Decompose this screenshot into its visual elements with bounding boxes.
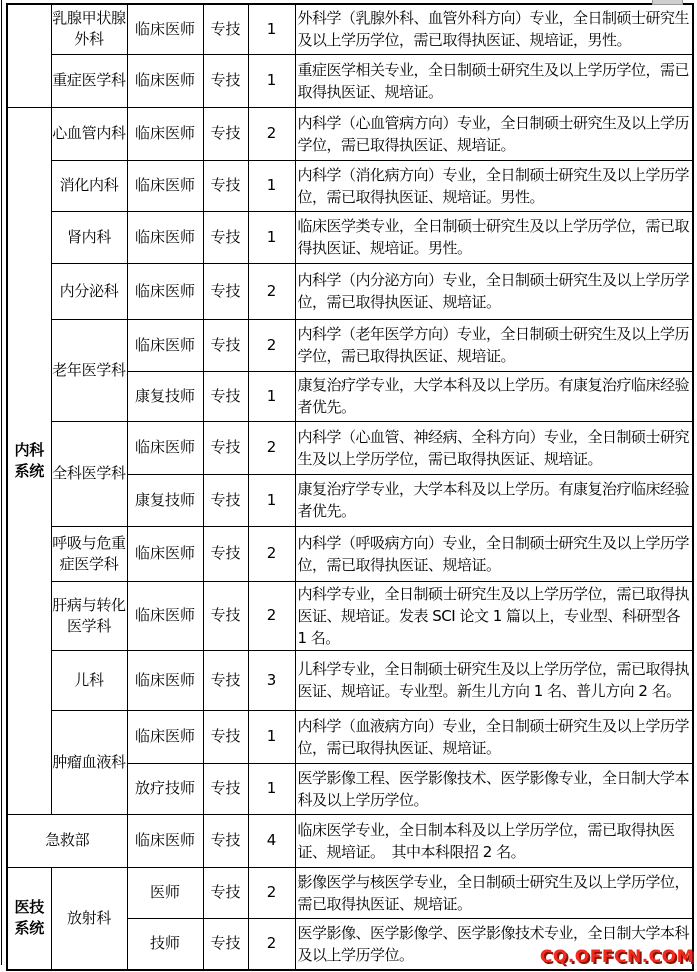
table-row [7, 54, 693, 107]
table-row [7, 107, 693, 160]
cell-department: 呼吸与危重症医学科 [51, 526, 127, 581]
recruitment-table [6, 3, 694, 971]
cell-category: 专技 [203, 160, 248, 211]
left-border-line [1, 0, 2, 965]
cell-position: 临床医师 [127, 4, 203, 54]
cell-requirements: 影像医学与核医学专业，全日制硕士研究生及以上学历学位，需已取得执医证、规培证。 [295, 867, 693, 918]
cell-category: 专技 [203, 371, 248, 421]
cell-position: 临床医师 [127, 526, 203, 581]
table-row [7, 581, 693, 650]
cell-department: 放射科 [51, 867, 127, 970]
cell-position: 临床医师 [127, 650, 203, 710]
cell-department: 老年医学科 [51, 319, 127, 421]
cell-position: 临床医师 [127, 160, 203, 211]
cell-position: 临床医师 [127, 211, 203, 263]
cell-requirements: 医学影像、医学影像学、医学影像技术专业，全日制大学本科及以上学历学位。 [295, 918, 693, 970]
cell-position: 康复技师 [127, 474, 203, 526]
cell-position: 医师 [127, 867, 203, 918]
cell-system: 医技系统 [7, 867, 51, 970]
cell-requirements: 外科学（乳腺外科、血管外科方向）专业，全日制硕士研究生及以上学历学位，需已取得执医证、规培证，男性。 [295, 4, 693, 54]
table-row [7, 421, 693, 474]
cell-count: 2 [248, 421, 295, 474]
table-row [7, 867, 693, 918]
cell-category: 专技 [203, 867, 248, 918]
cell-category: 专技 [203, 4, 248, 54]
cell-count: 1 [248, 160, 295, 211]
cell-category: 专技 [203, 319, 248, 371]
cell-requirements: 内科学（心血管病方向）专业，全日制硕士研究生及以上学历学位，需已取得执医证、规培证。 [295, 107, 693, 160]
cell-position: 康复技师 [127, 371, 203, 421]
cell-count: 2 [248, 107, 295, 160]
cell-category: 专技 [203, 918, 248, 970]
cropped-cell-fragment [652, 0, 683, 5]
cell-position: 临床医师 [127, 107, 203, 160]
watermark: CQ.OFFCN.COM [539, 947, 694, 967]
cell-requirements: 内科学（血液病方向）专业，全日制硕士研究生及以上学历学位，需已取得执医证、规培证。 [295, 710, 693, 763]
cell-count: 1 [248, 4, 295, 54]
cell-position: 放疗技师 [127, 763, 203, 814]
cell-count: 2 [248, 319, 295, 371]
table-row [7, 710, 693, 763]
table-row [7, 319, 693, 371]
table-row [7, 211, 693, 263]
cell-category: 专技 [203, 763, 248, 814]
table-row [7, 263, 693, 319]
table-row [7, 814, 693, 867]
cell-category: 专技 [203, 474, 248, 526]
cell-count: 1 [248, 763, 295, 814]
cell-department: 肝病与转化医学科 [51, 581, 127, 650]
cell-requirements: 内科学专业，全日制硕士研究生及以上学历学位，需已取得执医证、规培证。发表 SCI 论文 1 篇以上，专业型、科研型各 1 名。 [295, 581, 693, 650]
cell-department: 儿科 [51, 650, 127, 710]
cell-requirements: 内科学（内分泌方向）专业，全日制硕士研究生及以上学历学位，需已取得执医证、规培证。 [295, 263, 693, 319]
cell-category: 专技 [203, 814, 248, 867]
cell-requirements: 内科学（心血管、神经病、全科方向）专业，全日制硕士研究生及以上学历学位，需已取得执医证、规培证。 [295, 421, 693, 474]
cell-requirements: 内科学（消化病方向）专业，全日制硕士研究生及以上学历学位，需已取得执医证、规培证。男性。 [295, 160, 693, 211]
cell-position: 临床医师 [127, 814, 203, 867]
cell-position: 临床医师 [127, 54, 203, 107]
cell-count: 1 [248, 54, 295, 107]
cell-requirements: 临床医学类专业，全日制硕士研究生及以上学历学位，需已取得执医证、规培证。男性。 [295, 211, 693, 263]
cell-requirements: 儿科学专业，全日制硕士研究生及以上学历学位，需已取得执医证、规培证。专业型。新生儿方向 1 名、普儿方向 2 名。 [295, 650, 693, 710]
cell-department: 肾内科 [51, 211, 127, 263]
cell-position: 临床医师 [127, 263, 203, 319]
cell-count: 2 [248, 526, 295, 581]
cell-count: 2 [248, 263, 295, 319]
cell-category: 专技 [203, 54, 248, 107]
cell-category: 专技 [203, 526, 248, 581]
cell-department: 重症医学科 [51, 54, 127, 107]
cell-position: 临床医师 [127, 581, 203, 650]
cell-category: 专技 [203, 211, 248, 263]
cell-category: 专技 [203, 421, 248, 474]
cell-requirements: 医学影像工程、医学影像技术、医学影像专业，全日制大学本科及以上学历学位。 [295, 763, 693, 814]
cell-position: 临床医师 [127, 710, 203, 763]
cell-count: 1 [248, 211, 295, 263]
cell-count: 4 [248, 814, 295, 867]
cell-category: 专技 [203, 650, 248, 710]
cell-position: 技师 [127, 918, 203, 970]
cell-requirements: 重症医学相关专业，全日制硕士研究生及以上学历学位，需已取得执医证、规培证。 [295, 54, 693, 107]
cell-category: 专技 [203, 263, 248, 319]
cell-count: 3 [248, 650, 295, 710]
cell-department: 急救部 [7, 814, 127, 867]
cell-requirements: 内科学（呼吸病方向）专业，全日制硕士研究生及以上学历学位，需已取得执医证、规培证。 [295, 526, 693, 581]
cell-department: 肿瘤血液科 [51, 710, 127, 814]
cell-count: 1 [248, 710, 295, 763]
cell-count: 2 [248, 581, 295, 650]
cell-count: 2 [248, 918, 295, 970]
cell-category: 专技 [203, 581, 248, 650]
cell-count: 2 [248, 867, 295, 918]
cell-department: 内分泌科 [51, 263, 127, 319]
table-row [7, 526, 693, 581]
table-row [7, 160, 693, 211]
cell-category: 专技 [203, 710, 248, 763]
cell-position: 临床医师 [127, 421, 203, 474]
cell-department: 消化内科 [51, 160, 127, 211]
table-row [7, 4, 693, 54]
cell-requirements: 内科学（老年医学方向）专业，全日制硕士研究生及以上学历学位，需已取得执医证、规培证。 [295, 319, 693, 371]
table-row [7, 650, 693, 710]
cell-department: 心血管内科 [51, 107, 127, 160]
cell-department: 全科医学科 [51, 421, 127, 526]
cell-requirements: 康复治疗学专业，大学本科及以上学历。有康复治疗临床经验者优先。 [295, 371, 693, 421]
recruitment-table-body [7, 4, 693, 970]
cell-requirements: 康复治疗学专业，大学本科及以上学历。有康复治疗临床经验者优先。 [295, 474, 693, 526]
cell-count: 1 [248, 371, 295, 421]
cell-count: 1 [248, 474, 295, 526]
cell-department: 乳腺甲状腺外科 [51, 4, 127, 54]
cell-system: 内科系统 [7, 107, 51, 814]
cell-system [7, 4, 51, 107]
cell-category: 专技 [203, 107, 248, 160]
cell-position: 临床医师 [127, 319, 203, 371]
cell-requirements: 临床医学专业，全日制本科及以上学历学位，需已取得执医证、规培证。 其中本科限招 2 名。 [295, 814, 693, 867]
